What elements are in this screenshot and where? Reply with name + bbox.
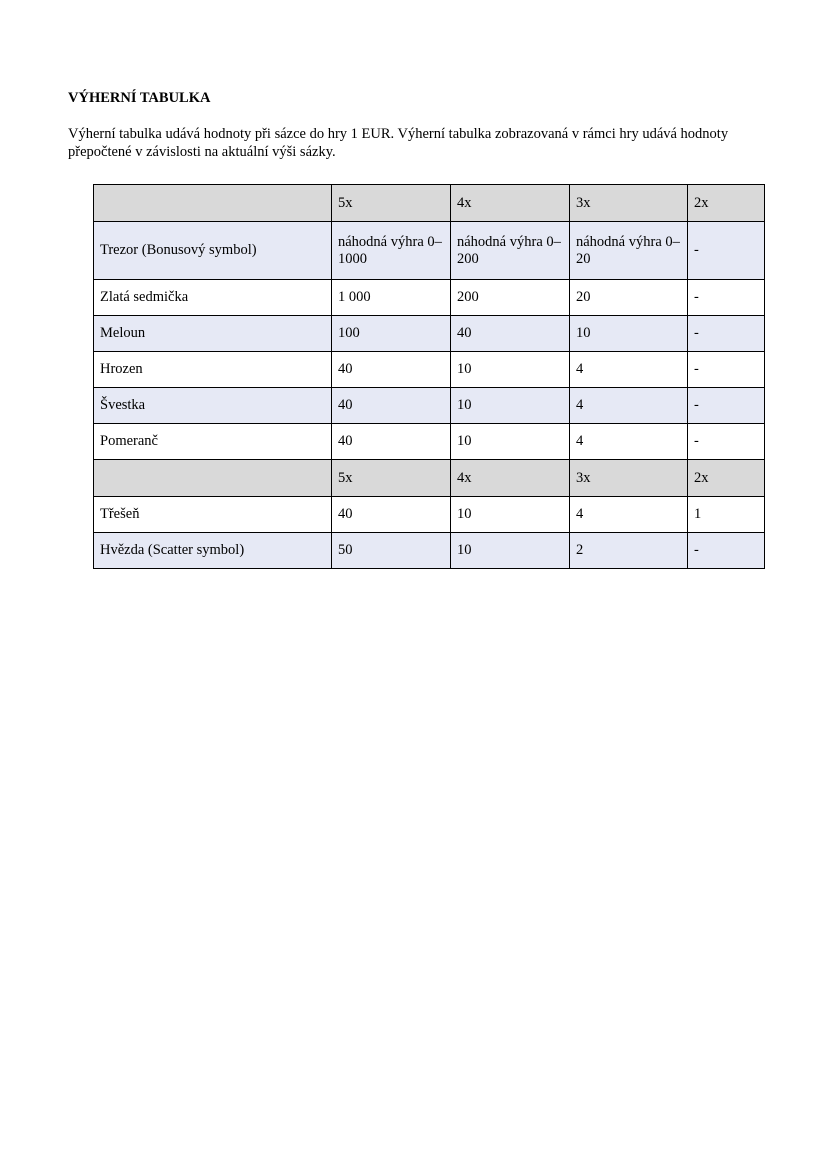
value-cell: 1	[688, 497, 765, 533]
symbol-cell: Třešeň	[94, 497, 332, 533]
table-header-row	[94, 460, 765, 497]
table-row	[94, 533, 765, 569]
header-cell: 4x	[451, 185, 570, 222]
header-cell: 5x	[332, 460, 451, 497]
value-cell: 1 000	[332, 280, 451, 316]
symbol-cell: Hvězda (Scatter symbol)	[94, 533, 332, 569]
value-cell: 40	[332, 497, 451, 533]
value-cell: náhodná výhra 0–1000	[332, 222, 451, 280]
value-cell: 40	[332, 352, 451, 388]
paytable	[93, 184, 765, 569]
value-cell: 10	[570, 316, 688, 352]
table-row	[94, 352, 765, 388]
value-cell: 10	[451, 352, 570, 388]
header-cell: 3x	[570, 185, 688, 222]
value-cell: 40	[332, 424, 451, 460]
value-cell: 2	[570, 533, 688, 569]
symbol-cell: Hrozen	[94, 352, 332, 388]
value-cell: -	[688, 388, 765, 424]
value-cell: 50	[332, 533, 451, 569]
page-title: VÝHERNÍ TABULKA	[68, 90, 211, 106]
symbol-cell: Trezor (Bonusový symbol)	[94, 222, 332, 280]
value-cell: -	[688, 352, 765, 388]
symbol-cell: Švestka	[94, 388, 332, 424]
table-row	[94, 222, 765, 280]
value-cell: 200	[451, 280, 570, 316]
value-cell: 10	[451, 533, 570, 569]
header-cell: 2x	[688, 460, 765, 497]
table-row	[94, 316, 765, 352]
value-cell: 40	[332, 388, 451, 424]
value-cell: -	[688, 316, 765, 352]
value-cell: 10	[451, 388, 570, 424]
value-cell: -	[688, 533, 765, 569]
value-cell: -	[688, 280, 765, 316]
header-cell: 4x	[451, 460, 570, 497]
value-cell: 10	[451, 424, 570, 460]
symbol-cell: Zlatá sedmička	[94, 280, 332, 316]
table-header-row	[94, 185, 765, 222]
value-cell: -	[688, 222, 765, 280]
value-cell: 4	[570, 352, 688, 388]
value-cell: 20	[570, 280, 688, 316]
table-row	[94, 497, 765, 533]
table-row	[94, 388, 765, 424]
header-cell: 2x	[688, 185, 765, 222]
table-row	[94, 280, 765, 316]
value-cell: 40	[451, 316, 570, 352]
symbol-cell: Meloun	[94, 316, 332, 352]
header-cell: 5x	[332, 185, 451, 222]
value-cell: 10	[451, 497, 570, 533]
value-cell: náhodná výhra 0–200	[451, 222, 570, 280]
header-cell	[94, 185, 332, 222]
intro-paragraph: Výherní tabulka udává hodnoty při sázce do hry 1 EUR. Výherní tabulka zobrazovaná v rámci hry udává hodnoty přepočtené v závislosti na aktuální výši sázky.	[68, 126, 729, 160]
value-cell: -	[688, 424, 765, 460]
table-row	[94, 424, 765, 460]
value-cell: 100	[332, 316, 451, 352]
symbol-cell: Pomeranč	[94, 424, 332, 460]
value-cell: náhodná výhra 0–20	[570, 222, 688, 280]
header-cell	[94, 460, 332, 497]
header-cell: 3x	[570, 460, 688, 497]
value-cell: 4	[570, 388, 688, 424]
value-cell: 4	[570, 497, 688, 533]
value-cell: 4	[570, 424, 688, 460]
